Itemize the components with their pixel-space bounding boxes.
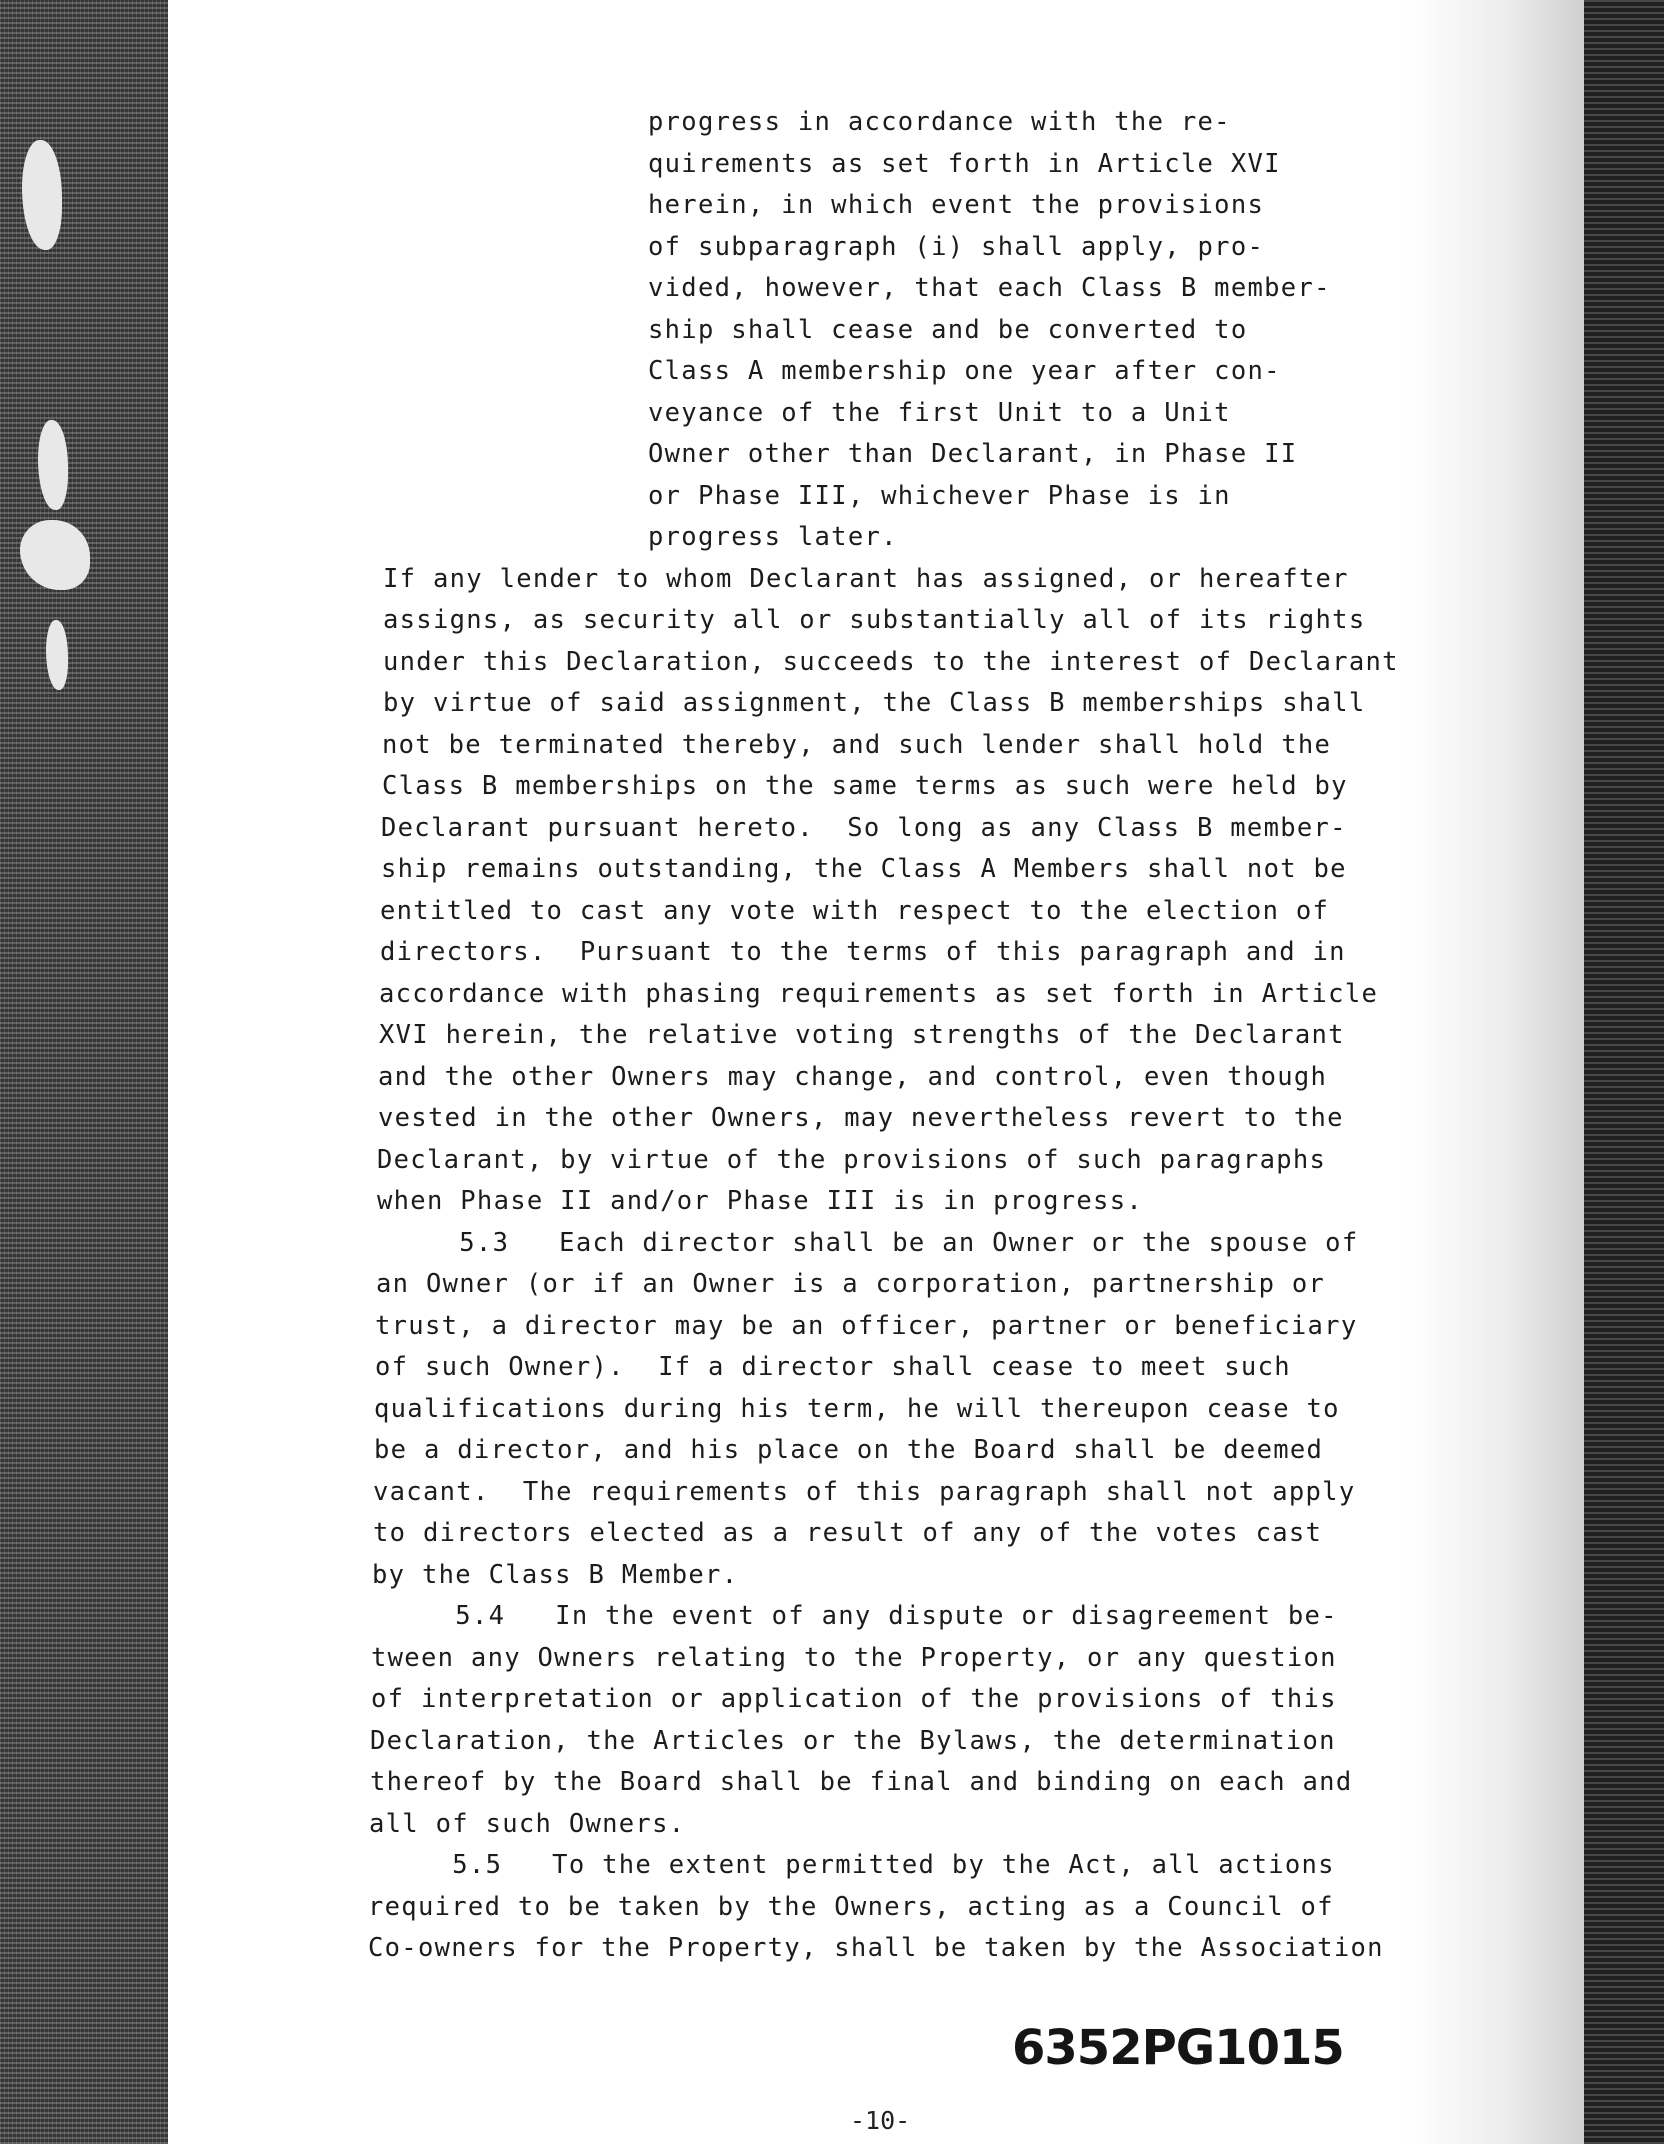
text-line: to directors elected as a result of any of the votes cast (373, 1518, 1323, 1548)
text-line: Class B memberships on the same terms as such were held by (382, 771, 1348, 801)
text-line: thereof by the Board shall be final and binding on each and (370, 1767, 1353, 1797)
text-line: 5.4 In the event of any dispute or disagreement be- (372, 1601, 1338, 1631)
text-line: Class A membership one year after con- (648, 356, 1281, 386)
text-line: tween any Owners relating to the Property, or any question (371, 1643, 1337, 1673)
text-line: XVI herein, the relative voting strengths of the Declarant (379, 1020, 1345, 1050)
text-line: Declarant, by virtue of the provisions of such paragraphs (377, 1145, 1327, 1175)
text-line: ship shall cease and be converted to (648, 315, 1248, 345)
text-line: an Owner (or if an Owner is a corporation, partnership or (376, 1269, 1326, 1299)
text-line: vested in the other Owners, may nevertheless revert to the (378, 1103, 1344, 1133)
text-line: Declarant pursuant hereto. So long as any Class B member- (381, 813, 1347, 843)
text-line: 5.5 To the extent permitted by the Act, all actions (369, 1850, 1335, 1880)
page-number: -10- (850, 2106, 911, 2135)
text-line: entitled to cast any vote with respect to the election of (380, 896, 1330, 926)
text-line: be a director, and his place on the Board shall be deemed (374, 1435, 1324, 1465)
text-line: 5.3 Each director shall be an Owner or the spouse of (376, 1228, 1359, 1258)
text-line: herein, in which event the provisions (648, 190, 1265, 220)
text-line: Declaration, the Articles or the Bylaws, the determination (370, 1726, 1336, 1756)
text-line: and the other Owners may change, and control, even though (378, 1062, 1328, 1092)
text-line: accordance with phasing requirements as set forth in Article (379, 979, 1379, 1009)
text-line: when Phase II and/or Phase III is in progress. (377, 1186, 1144, 1216)
text-line: Owner other than Declarant, in Phase II (648, 439, 1298, 469)
text-line: of such Owner). If a director shall cease to meet such (375, 1352, 1291, 1382)
text-line: all of such Owners. (369, 1809, 686, 1839)
text-line: vacant. The requirements of this paragraph shall not apply (373, 1477, 1356, 1507)
text-line: trust, a director may be an officer, partner or beneficiary (375, 1311, 1358, 1341)
text-line: by virtue of said assignment, the Class B memberships shall (383, 688, 1366, 718)
text-line: of interpretation or application of the provisions of this (371, 1684, 1337, 1714)
text-line: ship remains outstanding, the Class A Members shall not be (381, 854, 1347, 884)
text-line: not be terminated thereby, and such lender shall hold the (382, 730, 1332, 760)
text-line: of subparagraph (i) shall apply, pro- (648, 232, 1265, 262)
text-line: Co-owners for the Property, shall be taken by the Association (368, 1933, 1384, 1963)
text-line: progress later. (648, 522, 898, 552)
text-line: vided, however, that each Class B member- (648, 273, 1331, 303)
text-line: or Phase III, whichever Phase is in (648, 481, 1231, 511)
text-line: qualifications during his term, he will thereupon cease to (374, 1394, 1340, 1424)
text-line: required to be taken by the Owners, acting as a Council of (368, 1892, 1334, 1922)
text-line: directors. Pursuant to the terms of this paragraph and in (380, 937, 1346, 967)
text-line: by the Class B Member. (372, 1560, 739, 1590)
text-line: progress in accordance with the re- (648, 107, 1231, 137)
text-line: veyance of the first Unit to a Unit (648, 398, 1231, 428)
text-line: If any lender to whom Declarant has assigned, or hereafter (383, 564, 1349, 594)
text-line: assigns, as security all or substantially all of its rights (383, 605, 1366, 635)
text-line: quirements as set forth in Article XVI (648, 149, 1281, 179)
recording-stamp-number: 6352PG1015 (1012, 2020, 1344, 2076)
text-line: under this Declaration, succeeds to the interest of Declarant (383, 647, 1399, 677)
